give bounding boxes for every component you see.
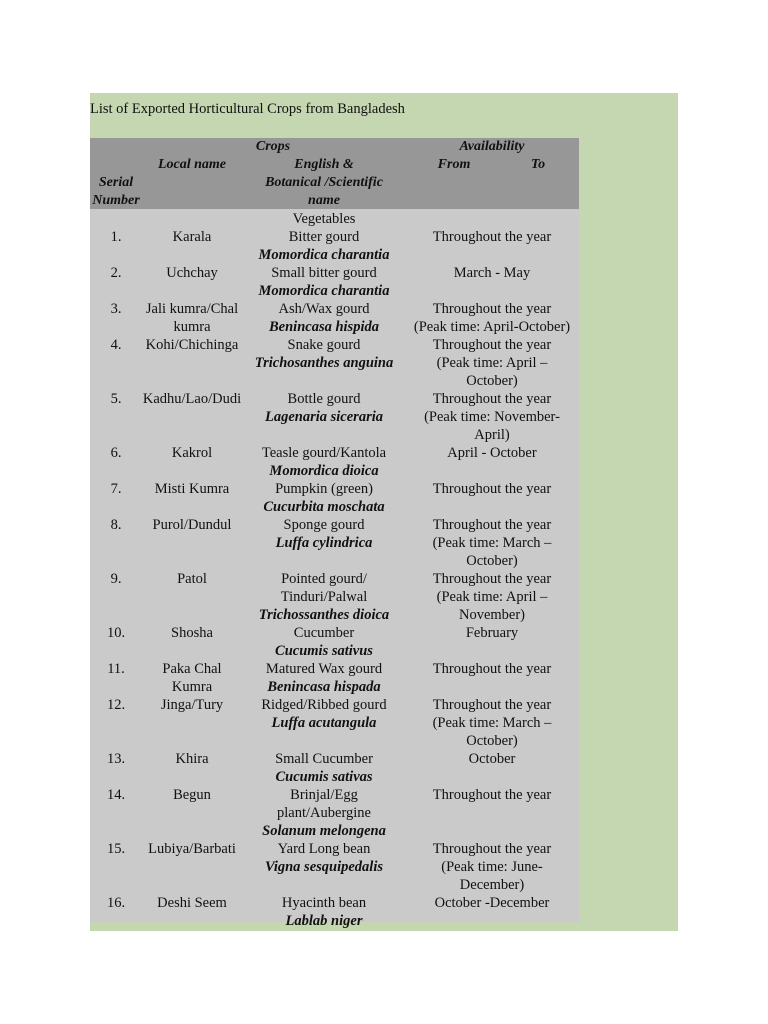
crop-english-botanical <box>250 300 398 336</box>
local-name: Karala <box>172 229 212 245</box>
english-name: Hyacinth bean <box>281 895 367 911</box>
english-name: Bottle gourd <box>287 391 361 407</box>
header-to: To <box>530 157 546 172</box>
crop-english-botanical <box>250 786 398 840</box>
availability: March - May <box>453 265 531 281</box>
local-name: Begun <box>173 787 211 803</box>
local-name: Lubiya/Barbati <box>148 841 236 857</box>
local-name: Kohi/Chichinga <box>145 337 239 353</box>
serial-number: 16. <box>106 895 126 911</box>
availability: October -December <box>434 895 550 911</box>
botanical-name: Trichossanthes dioica <box>258 607 390 623</box>
botanical-name: Momordica charantia <box>258 247 390 263</box>
availability: Throughout the year <box>432 481 552 497</box>
table-header <box>90 138 579 209</box>
english-name: Matured Wax gourd <box>265 661 383 677</box>
crop-english-botanical <box>250 444 398 480</box>
crop-english-botanical <box>250 660 398 696</box>
local-name: Shosha <box>171 625 213 641</box>
serial-number: 6. <box>110 445 122 461</box>
header-english-botanical: English & Botanical /Scientific name <box>265 157 383 208</box>
crop-english-botanical <box>250 336 398 372</box>
english-name: Ridged/Ribbed gourd <box>261 697 387 713</box>
local-name: Jali kumra/Chal kumra <box>145 301 239 335</box>
availability: Throughout the year (Peak time: March – October) <box>432 697 552 749</box>
availability: Throughout the year (Peak time: June- December) <box>432 841 552 893</box>
header-local-name: Local name <box>157 157 227 172</box>
crop-english-botanical <box>250 750 398 786</box>
local-name: Jinga/Tury <box>160 697 224 713</box>
serial-number: 7. <box>110 481 122 497</box>
crop-english-botanical <box>250 390 398 426</box>
availability: Throughout the year (Peak time: April – November) <box>432 571 552 623</box>
botanical-name: Cucurbita moschata <box>263 499 385 515</box>
spreadsheet-page <box>90 93 678 931</box>
crop-english-botanical <box>250 894 398 930</box>
english-name: Snake gourd <box>287 337 361 353</box>
crop-english-botanical <box>250 480 398 516</box>
crop-english-botanical <box>250 840 398 876</box>
crop-english-botanical <box>250 264 398 300</box>
header-availability: Availability <box>459 139 525 154</box>
crop-english-botanical <box>250 516 398 552</box>
availability: April - October <box>447 445 537 461</box>
local-name: Misti Kumra <box>154 481 230 497</box>
serial-number: 13. <box>106 751 126 767</box>
crops-table <box>90 138 579 929</box>
english-name: Yard Long bean <box>277 841 371 857</box>
local-name: Paka Chal Kumra <box>162 661 222 695</box>
english-name: Sponge gourd <box>283 517 365 533</box>
page-title: List of Exported Horticultural Crops from Bangladesh <box>90 101 405 117</box>
botanical-name: Benincasa hispada <box>267 679 381 695</box>
serial-number: 4. <box>110 337 122 353</box>
english-name: Pointed gourd/ <box>281 571 367 587</box>
english-name: Small bitter gourd <box>271 265 377 281</box>
botanical-name: Lagenaria siceraria <box>264 409 383 425</box>
serial-number: 8. <box>110 517 122 533</box>
botanical-name: Lablab niger <box>285 913 363 929</box>
botanical-name: Cucumis sativas <box>275 769 373 785</box>
serial-number: 11. <box>107 661 125 677</box>
botanical-name: Luffa cylindrica <box>275 535 373 551</box>
crop-english-botanical <box>250 570 398 624</box>
english-name: Small Cucumber <box>275 751 373 767</box>
english-name: Pumpkin (green) <box>275 481 373 497</box>
header-crops: Crops <box>255 139 291 154</box>
botanical-name: Solanum melongena <box>262 823 386 839</box>
availability: Throughout the year <box>432 787 552 803</box>
english-name: Cucumber <box>293 625 355 641</box>
english-name: Bitter gourd <box>288 229 360 245</box>
availability: February <box>465 625 519 641</box>
crop-english-botanical <box>250 228 398 264</box>
local-name: Patol <box>177 571 207 587</box>
botanical-name: Momordica dioica <box>269 463 379 479</box>
availability: Throughout the year (Peak time: November- April) <box>424 391 560 443</box>
header-from: From <box>437 157 471 172</box>
local-name: Purol/Dundul <box>152 517 232 533</box>
local-name: Uchchay <box>166 265 218 281</box>
availability: Throughout the year <box>432 661 552 677</box>
english-name: Ash/Wax gourd <box>278 301 370 317</box>
serial-number: 12. <box>106 697 126 713</box>
serial-number: 5. <box>110 391 122 407</box>
serial-number: 2. <box>110 265 122 281</box>
botanical-name: Cucumis sativus <box>275 643 373 659</box>
header-serial-number: Serial Number <box>92 175 140 208</box>
english-name: Brinjal/Egg <box>290 787 358 803</box>
english-name: Tinduri/Palwal <box>280 589 368 605</box>
serial-number: 15. <box>106 841 126 857</box>
availability: Throughout the year (Peak time: April – October) <box>432 337 552 389</box>
availability: Throughout the year (Peak time: March – October) <box>432 517 552 569</box>
english-name: plant/Aubergine <box>277 805 371 821</box>
crop-english-botanical <box>250 624 398 660</box>
serial-number: 9. <box>110 571 122 587</box>
botanical-name: Vigna sesquipedalis <box>264 859 384 875</box>
serial-number: 1. <box>110 229 122 245</box>
serial-number: 3. <box>110 301 122 317</box>
crop-english-botanical <box>250 696 398 732</box>
english-name: Teasle gourd/Kantola <box>261 445 387 461</box>
availability: Throughout the year (Peak time: April-October) <box>413 301 571 335</box>
category-vegetables: Vegetables <box>292 211 356 227</box>
botanical-name: Luffa acutangula <box>271 715 377 731</box>
botanical-name: Trichosanthes anguina <box>254 355 394 371</box>
local-name: Kakrol <box>171 445 213 461</box>
local-name: Deshi Seem <box>157 895 227 911</box>
availability: Throughout the year <box>432 229 552 245</box>
serial-number: 14. <box>106 787 126 803</box>
local-name: Kadhu/Lao/Dudi <box>142 391 242 407</box>
serial-number: 10. <box>106 625 126 641</box>
availability: October <box>468 751 516 767</box>
botanical-name: Momordica charantia <box>258 283 390 299</box>
botanical-name: Benincasa hispida <box>269 319 379 335</box>
local-name: Khira <box>175 751 209 767</box>
